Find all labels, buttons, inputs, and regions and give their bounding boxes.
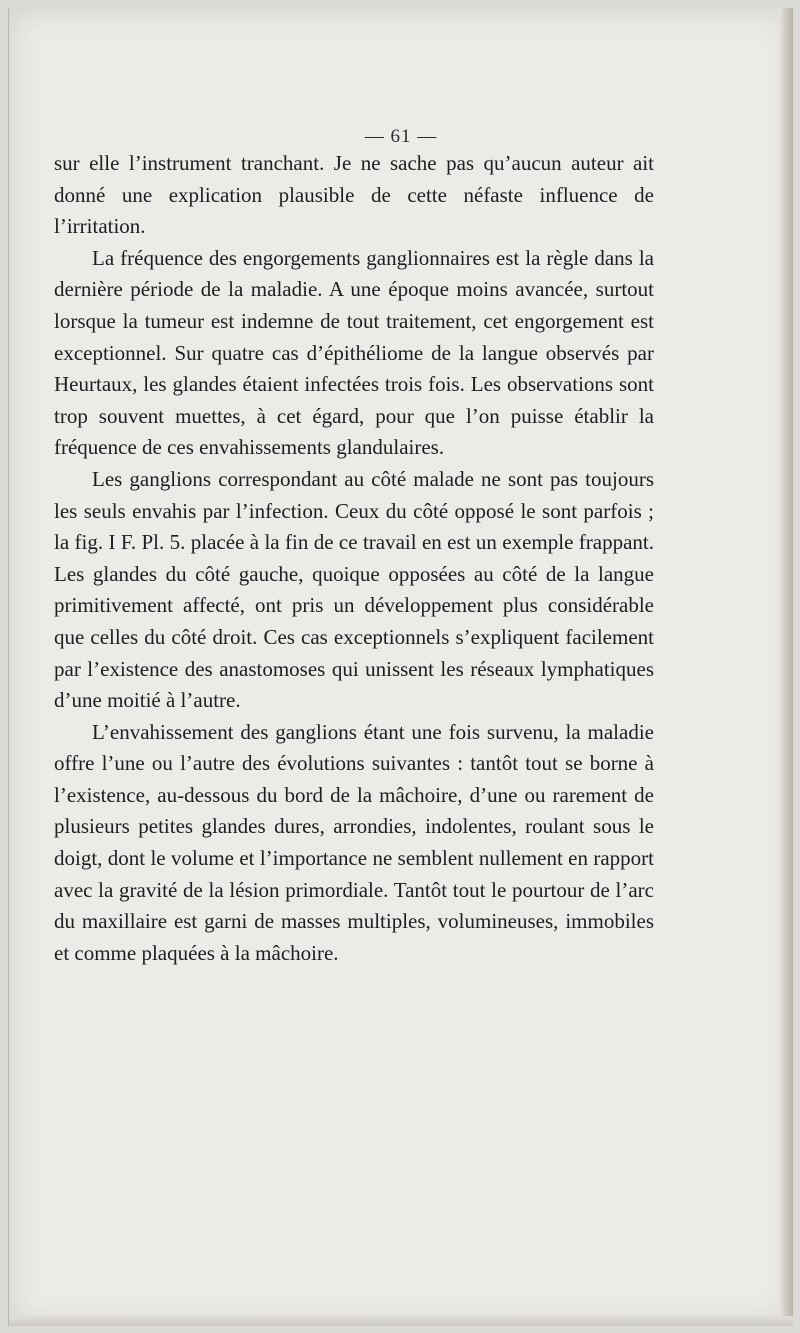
page-number: — 61 — — [364, 126, 438, 147]
paragraph-3: Les ganglions correspondant au côté malade ne sont pas toujours les seuls envahis par l’infection. Ceux du côté opposé le sont parfois ; la fig. I F. Pl. 5. placée à la fin de ce travail en est un exemple frappant. Les glandes du côté gauche, quoique opposées au côté de la langue primitivement affecté, ont pris un développement plus considérable que celles du côté droit. Ces cas exceptionnels s’expliquent facilement par l’existence des anastomoses qui unissent les réseaux lymphatiques d’une moitié à l’autre. — [54, 466, 654, 713]
page-bottom-edge — [9, 1316, 793, 1326]
body-text — [54, 148, 654, 969]
page-edge-shadow — [779, 8, 793, 1326]
paragraph-2: La fréquence des engorgements ganglionnaires est la règle dans la dernière période de la maladie. A une époque moins avancée, surtout lorsque la tumeur est indemne de tout traitement, cet engorgement est exceptionnel. Sur quatre cas d’épithéliome de la langue observés par Heurtaux, les glandes étaient infectées trois fois. Les observations sont trop souvent muettes, à cet égard, pour que l’on puisse établir la fréquence de ces envahissements glandulaires. — [54, 245, 654, 460]
book-page — [8, 8, 793, 1326]
paragraph-4: L’envahissement des ganglions étant une fois survenu, la maladie offre l’une ou l’autre des évolutions suivantes : tantôt tout se borne à l’existence, au-dessous du bord de la mâchoire, d’une ou rarement de plusieurs petites glandes dures, arrondies, indolentes, roulant sous le doigt, dont le volume et l’importance ne semblent nullement en rapport avec la gravité de la lésion primordiale. Tantôt tout le pourtour de l’arc du maxillaire est garni de masses multiples, volumineuses, immobiles et comme plaquées à la mâchoire. — [54, 719, 654, 965]
paragraph-1: sur elle l’instrument tranchant. Je ne sache pas qu’aucun auteur ait donné une explication plausible de cette néfaste influence de l’irritation. — [54, 151, 654, 239]
